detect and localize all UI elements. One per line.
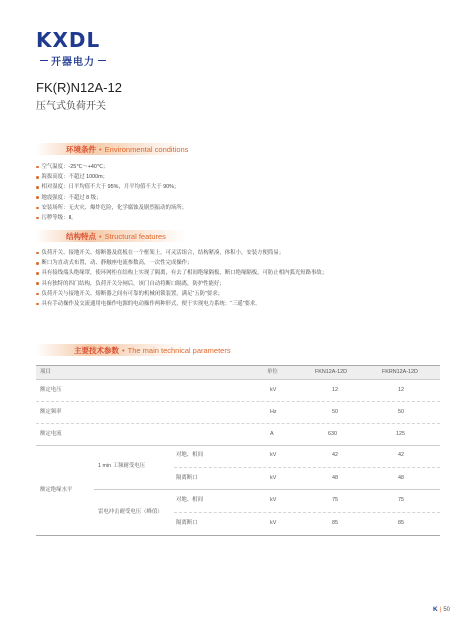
bullet-icon <box>36 217 39 220</box>
list-item <box>36 299 456 309</box>
bullet-icon <box>36 196 39 199</box>
list-item <box>36 182 456 192</box>
list-item <box>36 193 456 203</box>
row-divider <box>36 401 440 402</box>
row-unit: kV <box>270 520 277 526</box>
section-separator: • <box>99 231 102 241</box>
logo-mark <box>36 30 110 50</box>
logo-subtitle-text: 开器电力 <box>51 57 95 68</box>
row-value2: 85 <box>398 520 404 526</box>
row-value2: 125 <box>396 431 405 437</box>
bullet-icon <box>36 272 39 275</box>
list-item <box>36 213 456 223</box>
section-title-cn: 环境条件 <box>66 144 96 154</box>
header-item: 项目 <box>40 369 51 375</box>
section-separator: • <box>122 345 125 355</box>
list-item-text: 地震强度：不超过 8 级； <box>41 194 102 201</box>
section-heading-text <box>74 345 231 356</box>
section-title-en: Structural features <box>104 231 166 241</box>
list-item <box>36 268 456 278</box>
bullet-icon <box>36 252 39 255</box>
section-heading-structure <box>36 230 436 242</box>
row-divider <box>36 445 440 446</box>
section-title-en: The main technical parameters <box>127 345 231 355</box>
page-number-logo-icon: K <box>433 606 438 613</box>
row-value1: 48 <box>332 475 338 481</box>
row-value1: 630 <box>328 431 337 437</box>
row-value1: 12 <box>332 387 338 393</box>
row-item: 额定频率 <box>40 409 62 415</box>
list-item-text: 具有手动操作及交流通用电操作电源的电动操作两种形式，便于实现电力系统：“三遥”要求。 <box>41 300 261 307</box>
list-item-text: 负荷开关与接地开关、熔断器之间有可靠的机械闭锁装置，满足“五防”要求； <box>41 290 223 297</box>
list-item <box>36 203 456 213</box>
list-item-text: 相对湿度：日平均值不大于 95%，月平均值不大于 90%； <box>41 184 180 191</box>
bullet-icon <box>36 166 39 169</box>
row-value2: 75 <box>398 497 404 503</box>
bullet-icon <box>36 282 39 285</box>
logo-dash-right <box>98 60 106 61</box>
row-item: 额定电流 <box>40 431 62 437</box>
row-unit: kV <box>270 475 277 481</box>
page-number <box>433 606 450 613</box>
row-divider <box>36 423 440 424</box>
section-title-cn: 主要技术参数 <box>74 345 119 355</box>
product-code: FK(R)N12A-12 <box>36 80 122 95</box>
bullet-icon <box>36 293 39 296</box>
environment-list <box>36 162 456 223</box>
section-title-en: Environmental conditions <box>104 144 189 154</box>
section-title-cn: 结构特点 <box>66 231 96 241</box>
structure-list <box>36 248 456 309</box>
list-item-text: 具有独特的四门结构，负荷开关分闸后，该门自动将断口隔离，防护性能好； <box>41 280 225 287</box>
row-unit: kV <box>270 452 277 458</box>
bullet-icon <box>36 176 39 179</box>
bullet-icon <box>36 262 39 265</box>
row-detail: 隔离断口 <box>176 520 198 526</box>
bullet-icon <box>36 186 39 189</box>
logo-dash-left <box>40 60 48 61</box>
row-value2: 42 <box>398 452 404 458</box>
list-item <box>36 279 456 289</box>
list-item-text: 负荷开关、接地开关、熔断器及底板在一个框架上，可灵活组合，结构紧凑，体积小，安装方便简易； <box>41 250 285 256</box>
table-bottom-border <box>36 535 440 536</box>
page-number-text: 50 <box>443 606 450 613</box>
row-value2: 48 <box>398 475 404 481</box>
row-divider <box>94 489 440 490</box>
list-item <box>36 248 456 258</box>
bullet-icon <box>36 207 39 210</box>
row-detail: 对地、相间 <box>176 497 203 503</box>
subgroup-label: 1 min 工频耐受电压 <box>98 463 146 469</box>
section-heading-parameters <box>36 344 436 356</box>
header-model2: FKRN12A-12D <box>382 369 418 375</box>
list-item-text: 空气温度：-25℃～+40℃； <box>41 164 109 170</box>
list-item-text: 断口为直动式布置，动、静触座电流参数高，一次性完成操作； <box>41 260 193 267</box>
list-item <box>36 162 456 172</box>
section-heading-environment <box>36 143 436 155</box>
table-header <box>36 365 440 380</box>
product-name: 压气式负荷开关 <box>36 101 106 112</box>
row-value1: 85 <box>332 520 338 526</box>
list-item-text: 安装场所：无火灾、爆炸危险，化学腐蚀及剧烈振动的场所； <box>41 204 188 211</box>
row-value1: 42 <box>332 452 338 458</box>
row-unit: kV <box>270 387 277 393</box>
row-value1: 50 <box>332 409 338 415</box>
header-unit: 单位 <box>267 369 278 375</box>
bullet-icon <box>36 303 39 306</box>
row-unit: kV <box>270 497 277 503</box>
subgroup-label: 雷电冲击耐受电压（峰值） <box>98 509 163 515</box>
logo-letters: KXDL <box>36 28 101 52</box>
group-label: 额定绝缘水平 <box>40 487 73 493</box>
list-item <box>36 289 456 299</box>
list-item <box>36 258 456 268</box>
section-heading-text <box>66 144 188 155</box>
row-value1: 75 <box>332 497 338 503</box>
page-number-separator: | <box>439 606 442 613</box>
section-heading-text <box>66 231 166 242</box>
list-item-text: 污秽等级：Ⅱ。 <box>41 214 77 221</box>
row-unit: A <box>270 431 274 437</box>
list-item-text: 具有接线端头绝缘罩，使环网柜在结构上实现了隔离，有去了相间绝缘隔板，断口绝缘隔板，可防止相内弧光短路事故； <box>41 270 328 277</box>
section-separator: • <box>99 144 102 154</box>
company-logo <box>36 30 110 70</box>
row-detail: 对地、相间 <box>176 452 203 458</box>
list-item-text: 海拔高度：不超过 1000m； <box>41 174 108 181</box>
row-value2: 12 <box>398 387 404 393</box>
row-detail: 隔离断口 <box>176 475 198 481</box>
list-item <box>36 172 456 182</box>
header-model1: FKN12A-12D <box>315 369 348 375</box>
row-unit: Hz <box>270 409 277 415</box>
row-item: 额定电压 <box>40 387 62 393</box>
row-value2: 50 <box>398 409 404 415</box>
logo-subtitle <box>36 53 110 68</box>
